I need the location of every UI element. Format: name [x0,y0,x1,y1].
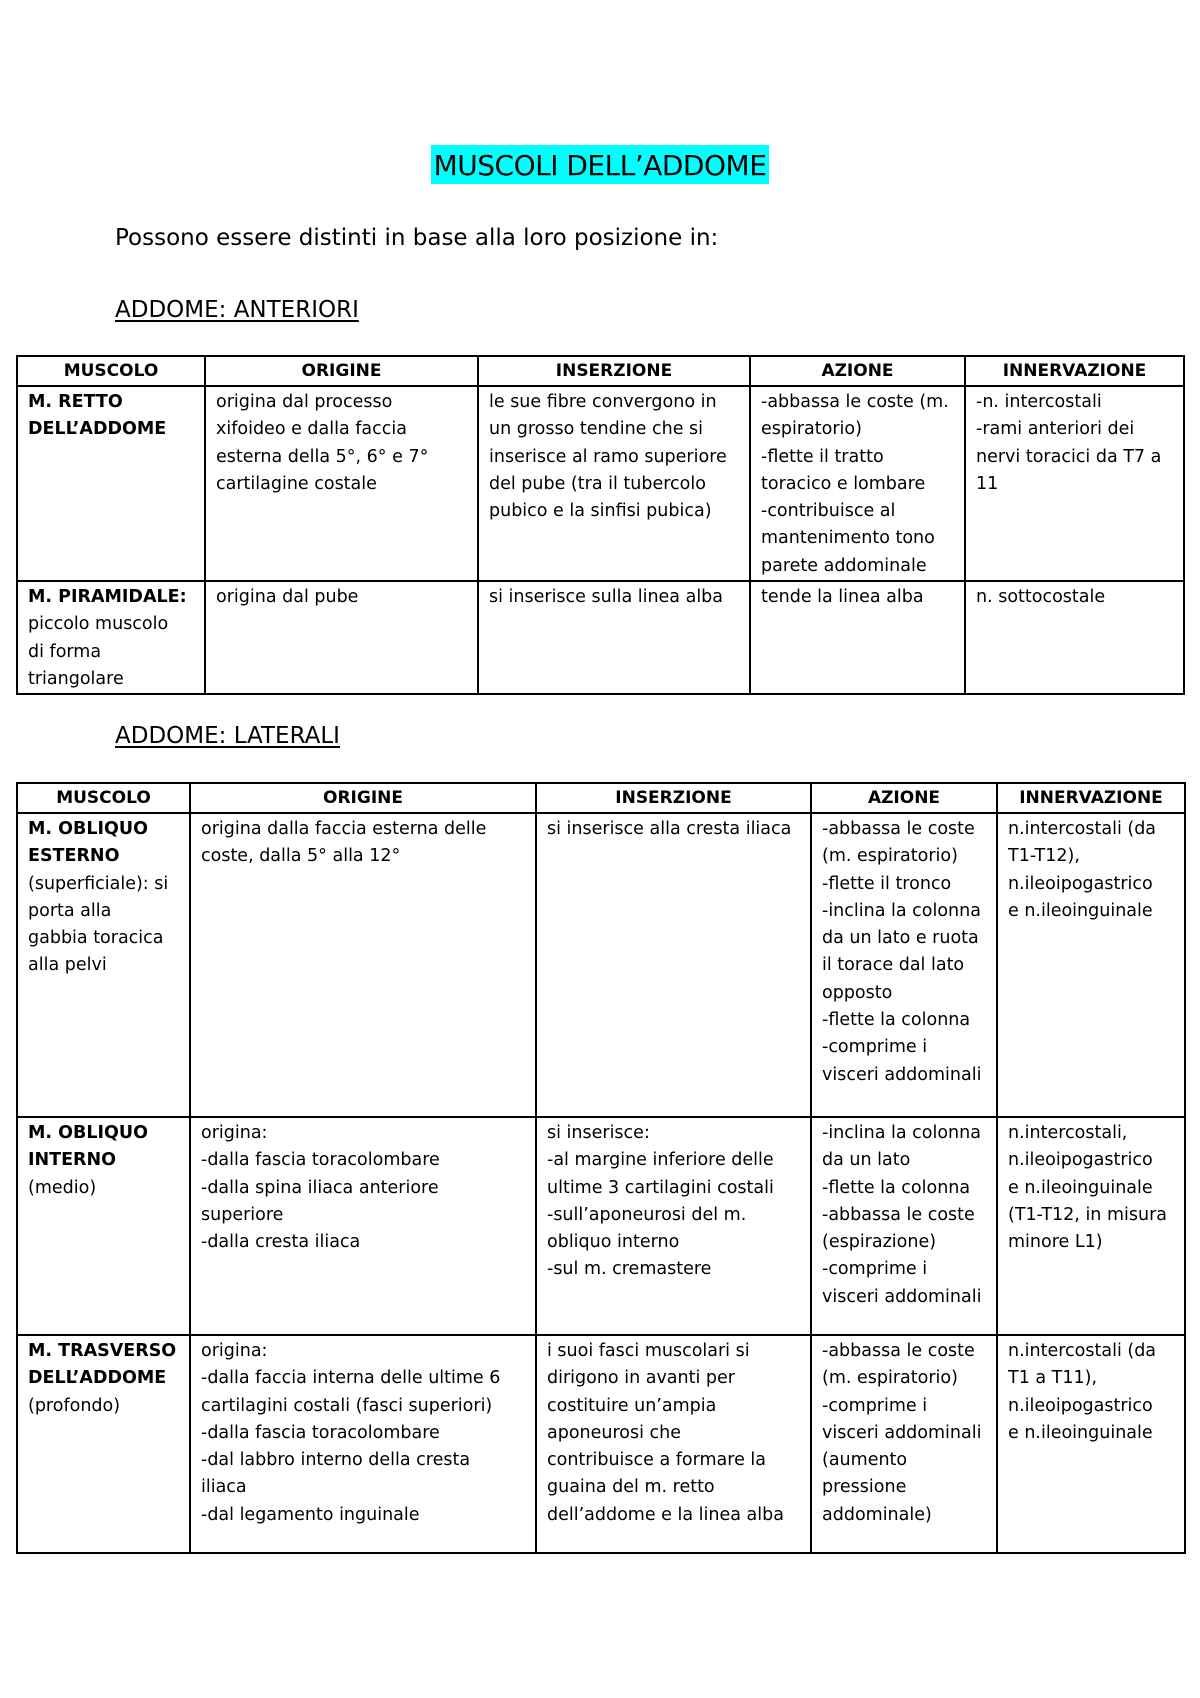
cell-origine: origina dal processo xifoideo e dalla faccia esterna della 5°, 6° e 7° cartilagine costale [205,386,478,581]
header-inserzione: INSERZIONE [536,783,811,813]
header-origine: ORIGINE [190,783,536,813]
header-innervazione: INNERVAZIONE [965,356,1184,386]
header-azione: AZIONE [811,783,997,813]
cell-innervazione: n.intercostali (da T1-T12), n.ileoipogastrico e n.ileoinguinale [997,813,1185,1117]
cell-innervazione: n.intercostali, n.ileoipogastrico e n.ileoinguinale (T1-T12, in misura minore L1) [997,1117,1185,1335]
cell-inserzione: si inserisce sulla linea alba [478,581,750,694]
table-row [17,813,1185,1117]
table-row [17,386,1184,581]
cell-innervazione: -n. intercostali -rami anteriori dei nervi toracici da T7 a 11 [965,386,1184,581]
cell-azione: -abbassa le coste (m. espiratorio) -flette il tratto toracico e lombare -contribuisce al mantenimento tono parete addominale [750,386,965,581]
table-anteriori [16,355,1185,695]
table-header-row [17,783,1185,813]
cell-origine: origina: -dalla faccia interna delle ultime 6 cartilagini costali (fasci superiori) -dalla fascia toracolombare -dal labbro interno della cresta iliaca -dal legamento inguinale [190,1335,536,1553]
section-heading-anteriori: ADDOME: ANTERIORI [115,297,359,323]
header-origine: ORIGINE [205,356,478,386]
cell-inserzione: i suoi fasci muscolari si dirigono in avanti per costituire un’ampia aponeurosi che contribuisce a formare la guaina del m. retto dell’addome e la linea alba [536,1335,811,1553]
cell-inserzione: si inserisce: -al margine inferiore delle ultime 3 cartilagini costali -sull’aponeurosi del m. obliquo interno -sul m. cremastere [536,1117,811,1335]
muscle-name: M. OBLIQUO INTERNO [28,1123,148,1171]
cell-origine: origina dalla faccia esterna delle coste, dalla 5° alla 12° [190,813,536,1117]
muscle-description: (profondo) [28,1395,121,1416]
cell-muscolo [17,1117,190,1335]
muscle-name: M. RETTO DELL’ADDOME [28,392,167,440]
cell-origine: origina dal pube [205,581,478,694]
cell-origine: origina: -dalla fascia toracolombare -dalla spina iliaca anteriore superiore -dalla cresta iliaca [190,1117,536,1335]
cell-inserzione: si inserisce alla cresta iliaca [536,813,811,1117]
table-row [17,581,1184,694]
muscle-name: M. TRASVERSO DELL’ADDOME [28,1341,177,1389]
table-laterali [16,782,1186,1554]
cell-muscolo [17,386,205,581]
header-muscolo: MUSCOLO [17,783,190,813]
table-header-row [17,356,1184,386]
muscle-description: piccolo muscolo di forma triangolare [28,614,169,689]
cell-inserzione: le sue fibre convergono in un grosso tendine che si inserisce al ramo superiore del pube (tra il tubercolo pubico e la sinfisi pubica) [478,386,750,581]
header-muscolo: MUSCOLO [17,356,205,386]
muscle-description: (superficiale): si porta alla gabbia toracica alla pelvi [28,873,169,976]
cell-muscolo [17,581,205,694]
intro-text: Possono essere distinti in base alla loro posizione in: [115,225,719,251]
cell-innervazione: n. sottocostale [965,581,1184,694]
table-row [17,1335,1185,1553]
page-title: MUSCOLI DELL’ADDOME [431,145,770,184]
muscle-name: M. OBLIQUO ESTERNO [28,819,148,867]
title-container [0,145,1200,184]
header-azione: AZIONE [750,356,965,386]
table-row [17,1117,1185,1335]
cell-azione: -inclina la colonna da un lato -flette la colonna -abbassa le coste (espirazione) -comprime i visceri addominali [811,1117,997,1335]
cell-muscolo [17,1335,190,1553]
cell-muscolo [17,813,190,1117]
muscle-name: M. PIRAMIDALE: [28,587,187,608]
cell-azione: tende la linea alba [750,581,965,694]
cell-azione: -abbassa le coste (m. espiratorio) -flette il tronco -inclina la colonna da un lato e ruota il torace dal lato opposto -flette la colonna -comprime i visceri addominali [811,813,997,1117]
cell-innervazione: n.intercostali (da T1 a T11), n.ileoipogastrico e n.ileoinguinale [997,1335,1185,1553]
header-inserzione: INSERZIONE [478,356,750,386]
section-heading-laterali: ADDOME: LATERALI [115,723,340,749]
muscle-description: (medio) [28,1177,97,1198]
header-innervazione: INNERVAZIONE [997,783,1185,813]
cell-azione: -abbassa le coste (m. espiratorio) -comprime i visceri addominali (aumento pressione addominale) [811,1335,997,1553]
